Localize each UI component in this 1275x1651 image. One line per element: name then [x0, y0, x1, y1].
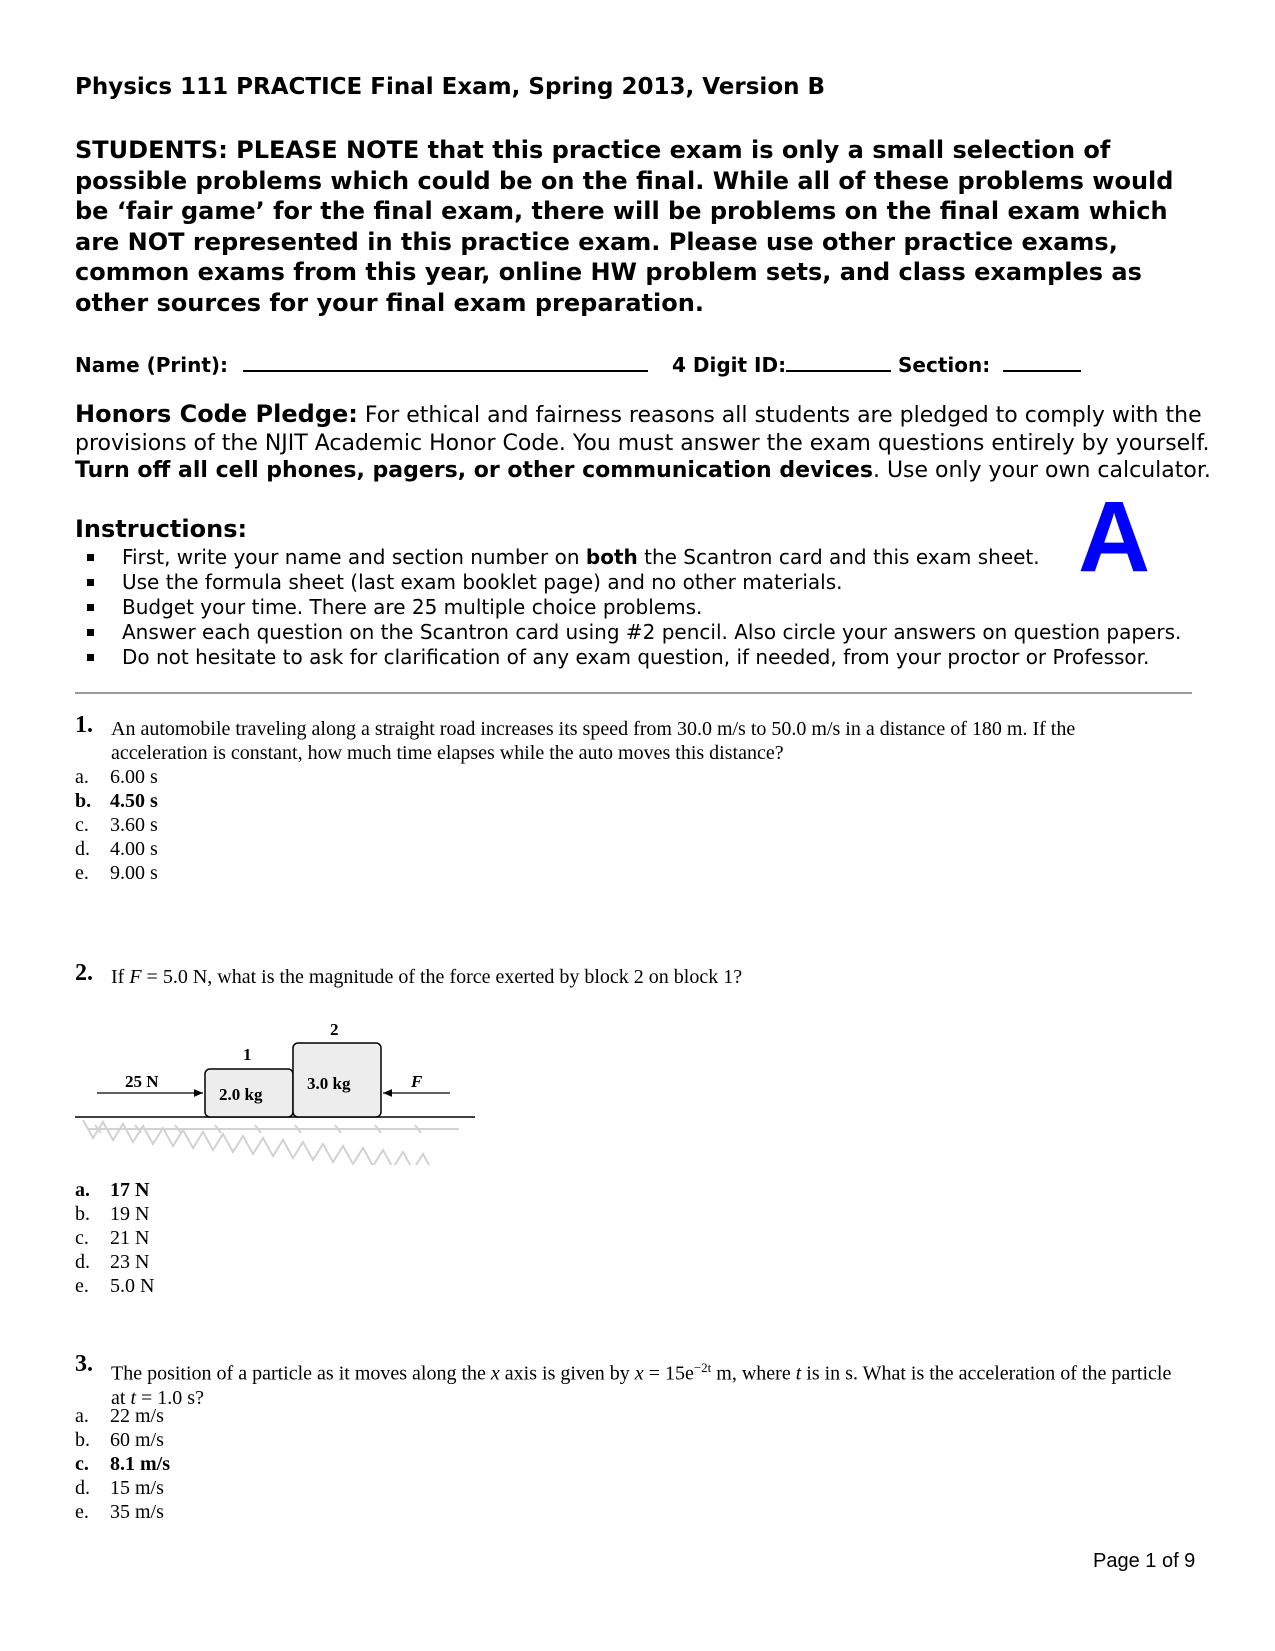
force-left-label: 25 N — [125, 1072, 159, 1091]
pledge-text: For ethical and fairness reasons all students are pledged to comply with the provisions of the NJIT Academic Honor Code. You must answer the exam questions entirely by yourself. — [75, 403, 1210, 456]
block-2-label: 2 — [330, 1020, 339, 1039]
name-field[interactable] — [75, 352, 648, 377]
divider — [75, 692, 1192, 694]
pledge-devices-warning: Turn off all cell phones, pagers, or other communication devices — [75, 458, 873, 483]
option-c-correct[interactable]: c. 8.1 m/s — [75, 1453, 170, 1475]
list-item: Use the formula sheet (last exam booklet page) and no other materials. — [75, 570, 1181, 595]
instructions-list — [75, 545, 1181, 670]
bullet-icon — [87, 579, 94, 586]
students-note: STUDENTS: PLEASE NOTE that this practice exam is only a small selection of possible problems which could be on the final. While all of these problems would be ‘fair game’ for the final exam, there will be problems on the final exam which are NOT represented in this practice exam. Please use other practice exams, common exams from this year, online HW problem sets, and class examples as other sources for your final exam preparation. — [75, 136, 1174, 317]
list-item: First, write your name and section number on both the Scantron card and this exam sheet. — [75, 545, 1181, 570]
block-2-mass: 3.0 kg — [307, 1074, 351, 1093]
question-1-text: An automobile traveling along a straight road increases its speed from 30.0 m/s to 50.0 m/s in a distance of 180 m. If the acceleration is constant, how much time elapses while the auto moves this distance? — [111, 718, 1076, 764]
id-field[interactable] — [672, 352, 891, 377]
version-letter: A — [1078, 481, 1151, 593]
option-e[interactable]: e. 5.0 N — [75, 1275, 155, 1297]
option-b[interactable]: b. 60 m/s — [75, 1429, 164, 1451]
option-a[interactable]: a. 6.00 s — [75, 766, 158, 788]
list-item: Answer each question on the Scantron card using #2 pencil. Also circle your answers on question papers. — [75, 620, 1181, 645]
bullet-icon — [87, 554, 94, 561]
question-2-text: If F = 5.0 N, what is the magnitude of the force exerted by block 2 on block 1? — [111, 966, 743, 988]
question-1-number: 1. — [75, 712, 93, 738]
bullet-icon — [87, 604, 94, 611]
ground-hatch — [83, 1120, 459, 1165]
option-b-correct[interactable]: b. 4.50 s — [75, 790, 158, 812]
name-blank[interactable] — [243, 352, 648, 372]
question-2-options — [75, 1178, 154, 1298]
option-d[interactable]: d. 23 N — [75, 1251, 150, 1273]
option-d[interactable]: d. 15 m/s — [75, 1477, 164, 1499]
question-3-options — [75, 1404, 170, 1524]
pledge-label: Honors Code Pledge: — [75, 400, 358, 428]
block-1-mass: 2.0 kg — [219, 1085, 263, 1104]
id-label: 4 Digit ID: — [672, 353, 787, 377]
section-field[interactable] — [898, 352, 1081, 377]
section-label: Section: — [898, 353, 991, 377]
name-label: Name (Print): — [75, 353, 229, 377]
honors-pledge — [75, 401, 1215, 485]
option-d[interactable]: d. 4.00 s — [75, 838, 158, 860]
id-blank[interactable] — [786, 352, 891, 372]
option-b[interactable]: b. 19 N — [75, 1203, 150, 1225]
option-a[interactable]: a. 22 m/s — [75, 1405, 164, 1427]
section-blank[interactable] — [1003, 352, 1081, 372]
bullet-icon — [87, 629, 94, 636]
option-a-correct[interactable]: a. 17 N — [75, 1179, 150, 1201]
question-3-number: 3. — [75, 1351, 93, 1377]
question-1-options — [75, 765, 158, 885]
question-2-number: 2. — [75, 960, 93, 986]
block-1-label: 1 — [243, 1045, 252, 1064]
force-right-label: F — [411, 1072, 423, 1091]
list-item: Do not hesitate to ask for clarification of any exam question, if needed, from your proctor or Professor. — [75, 645, 1181, 670]
question-3-text: The position of a particle as it moves along the x axis is given by $x = 15e^{-2t}$ m, where t is in s. What is the acceleration of the particle at t = 1.0 s? — [111, 1360, 1172, 1409]
list-item: Budget your time. There are 25 multiple choice problems. — [75, 595, 1181, 620]
option-e[interactable]: e. 35 m/s — [75, 1501, 164, 1523]
option-e[interactable]: e. 9.00 s — [75, 862, 158, 884]
instructions-heading: Instructions: — [75, 515, 248, 543]
page-number: Page 1 of 9 — [1093, 1550, 1196, 1572]
exam-title: Physics 111 PRACTICE Final Exam, Spring 2013, Version B — [75, 74, 826, 100]
pledge-calculator-text: . Use only your own calculator. — [872, 458, 1211, 483]
option-c[interactable]: c. 3.60 s — [75, 814, 158, 836]
blocks-figure — [75, 1005, 475, 1165]
option-c[interactable]: c. 21 N — [75, 1227, 150, 1249]
bullet-icon — [87, 654, 94, 661]
